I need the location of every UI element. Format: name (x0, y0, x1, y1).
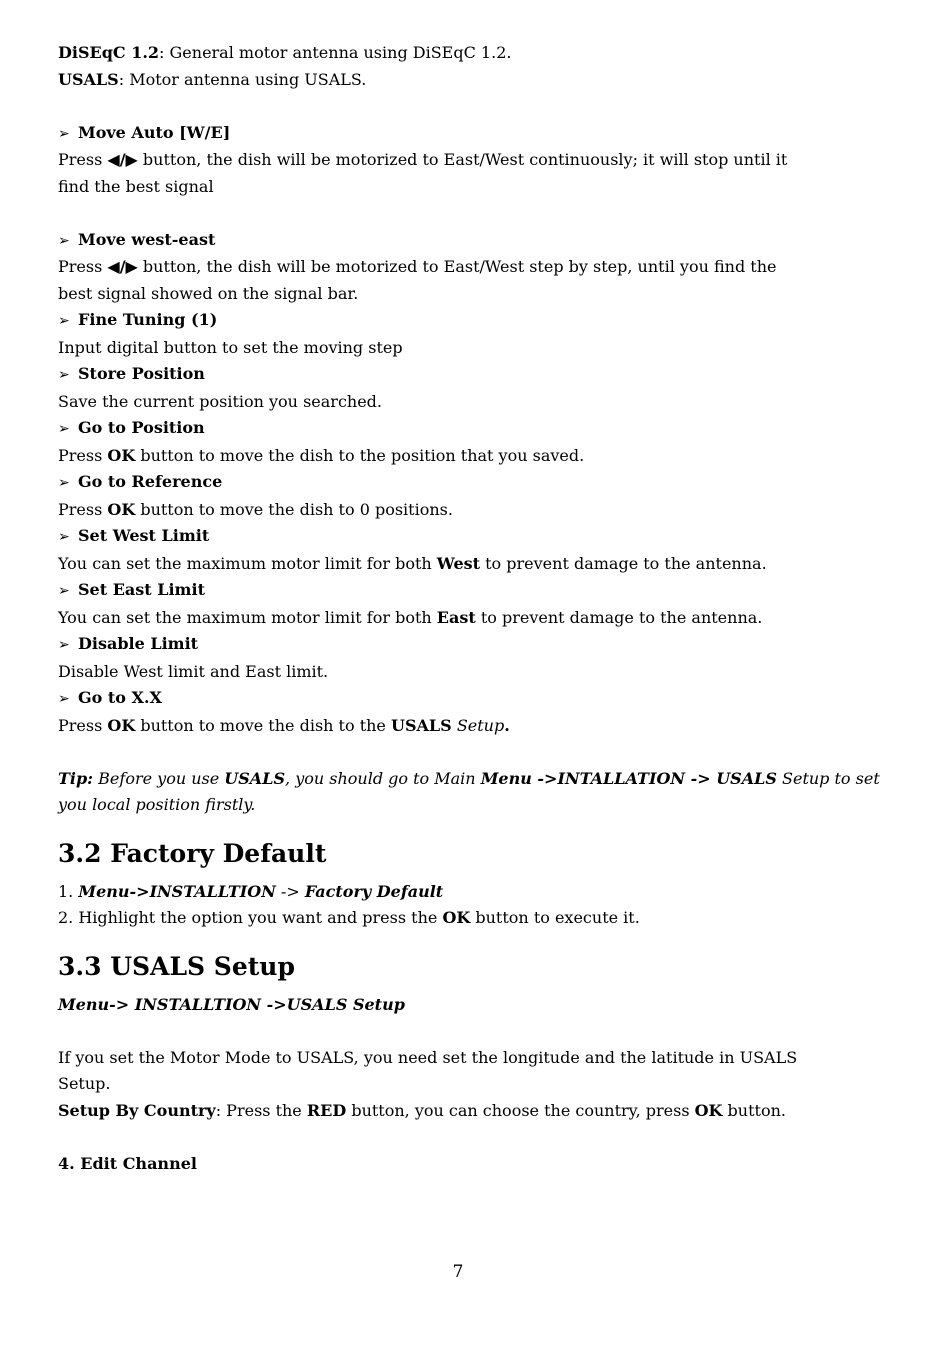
text-pre: You can set the maximum motor limit for both (58, 607, 437, 627)
step-number: 1. (58, 881, 79, 901)
text-post: button to move the dish to the position that you saved. (135, 445, 585, 465)
disable-limit-title: Disable Limit (78, 634, 199, 653)
diseqc-label: DiSEqC 1.2 (58, 43, 160, 62)
ok-key: OK (442, 908, 471, 927)
text-post: to prevent damage to the antenna. (480, 553, 767, 573)
tip-text-1: Before you use (93, 768, 225, 788)
menu-path-arrow: -> (275, 881, 305, 901)
diseqc-line (58, 40, 858, 67)
text-post: to prevent damage to the antenna. (475, 607, 763, 627)
usals-menu-path: Menu-> INSTALLTION ->USALS Setup (58, 994, 405, 1014)
usals-setup-heading: 3.3 USALS Setup (58, 951, 295, 981)
store-position-title: Store Position (78, 364, 205, 383)
factory-default-heading: 3.2 Factory Default (58, 838, 327, 868)
arrow-bullet-icon: ➢ (58, 583, 70, 599)
usals-key: USALS (390, 715, 452, 735)
page-number: 7 (452, 1262, 464, 1282)
usals-paragraph-line-1: If you set the Motor Mode to USALS, you need set the longitude and the latitude in USALS (58, 1047, 798, 1067)
ok-key: OK (107, 499, 136, 519)
tip-bold-1: USALS (224, 768, 286, 788)
go-to-position-title: Go to Position (78, 418, 205, 437)
menu-path-c: Factory Default (304, 881, 444, 901)
move-west-east-title: Move west-east (78, 229, 216, 249)
text-pre: Press (58, 499, 108, 519)
setup-by-country-label: Setup By Country (58, 1100, 216, 1120)
text-pre: Press (58, 445, 108, 465)
fine-tuning-text: Input digital button to set the moving step (58, 337, 403, 357)
move-west-east-press: Press (58, 257, 108, 276)
ok-key: OK (107, 715, 136, 735)
tip-bold-2: Menu ->INTALLATION -> USALS (480, 768, 777, 788)
edit-channel-title: 4. Edit Channel (58, 1153, 197, 1173)
text-mid: button to move the dish to the (135, 715, 391, 735)
arrow-bullet-icon: ➢ (58, 637, 70, 653)
arrow-bullet-icon: ➢ (58, 125, 70, 142)
red-key: RED (306, 1100, 347, 1120)
fine-tuning-title: Fine Tuning (1) (78, 310, 218, 329)
tip-line-2: you local position firstly. (58, 795, 256, 814)
left-right-arrows-icon: ◀/▶ (107, 257, 138, 276)
go-to-reference-heading (58, 469, 858, 497)
text-end: . (504, 715, 510, 735)
usals-label: USALS (58, 69, 119, 89)
tip-text-2: , you should go to Main (285, 768, 481, 788)
setup-italic: Setup (456, 715, 505, 735)
arrow-bullet-icon: ➢ (58, 313, 70, 329)
go-to-xx-title: Go to X.X (78, 688, 162, 707)
move-auto-press: Press (58, 150, 108, 169)
tip-label: Tip: (58, 768, 94, 788)
move-auto-title: Move Auto [W/E] (78, 122, 231, 142)
go-to-xx-text (58, 713, 858, 740)
tip-line-1 (58, 766, 880, 793)
factory-default-step-1 (58, 879, 858, 906)
ok-key: OK (694, 1100, 723, 1120)
move-west-east-text-2: best signal showed on the signal bar. (58, 283, 359, 303)
disable-limit-heading (58, 631, 858, 659)
arrow-bullet-icon: ➢ (58, 421, 70, 437)
move-west-east-rest: button, the dish will be motorized to East/West step by step, until you find the (137, 257, 777, 276)
set-east-limit-title: Set East Limit (78, 580, 205, 599)
factory-default-step-2 (58, 905, 858, 932)
text-post: button to execute it. (470, 908, 640, 927)
ok-key: OK (107, 445, 136, 465)
text-pre: You can set the maximum motor limit for both (58, 553, 437, 573)
usals-paragraph-line-2: Setup. (58, 1074, 111, 1093)
arrow-bullet-icon: ➢ (58, 691, 70, 707)
set-east-limit-text (58, 605, 858, 632)
tip-text-3: Setup to set (776, 768, 880, 788)
disable-limit-text: Disable West limit and East limit. (58, 661, 329, 681)
fine-tuning-heading (58, 307, 858, 335)
store-position-text: Save the current position you searched. (58, 391, 382, 411)
move-auto-text-2: find the best signal (58, 176, 214, 196)
edit-channel-heading (58, 1151, 858, 1178)
text-2: button, you can choose the country, press (346, 1100, 695, 1120)
west-key: West (436, 553, 481, 573)
text-pre: Press (58, 715, 108, 735)
usals-setup-path (58, 992, 858, 1019)
left-right-arrows-icon: ◀/▶ (107, 150, 138, 169)
menu-path-a: Menu->INSTALLTION (78, 881, 276, 901)
text-3: button. (722, 1100, 786, 1120)
set-west-limit-heading (58, 523, 858, 551)
arrow-bullet-icon: ➢ (58, 475, 70, 491)
move-auto-heading (58, 120, 858, 148)
arrow-bullet-icon: ➢ (58, 367, 70, 383)
store-position-heading (58, 361, 858, 389)
go-to-reference-text (58, 497, 858, 524)
move-west-east-heading (58, 227, 858, 255)
text-post: button to move the dish to 0 positions. (135, 499, 453, 519)
usals-text: : Motor antenna using USALS. (118, 69, 367, 89)
text-1: : Press the (215, 1100, 307, 1120)
set-west-limit-title: Set West Limit (78, 526, 210, 545)
usals-line (58, 67, 858, 94)
go-to-position-text (58, 443, 858, 470)
move-west-east-text-1 (58, 254, 858, 281)
arrow-bullet-icon: ➢ (58, 529, 70, 545)
arrow-bullet-icon: ➢ (58, 232, 70, 249)
go-to-position-heading (58, 415, 858, 443)
go-to-reference-title: Go to Reference (78, 472, 223, 491)
move-auto-rest: button, the dish will be motorized to East/West continuously; it will stop until it (137, 150, 788, 169)
set-east-limit-heading (58, 577, 858, 605)
text-pre: 2. Highlight the option you want and press the (58, 908, 443, 927)
go-to-xx-heading (58, 685, 858, 713)
set-west-limit-text (58, 551, 858, 578)
east-key: East (436, 607, 476, 627)
diseqc-text: : General motor antenna using DiSEqC 1.2. (159, 43, 512, 62)
move-auto-text-1 (58, 147, 858, 174)
document-page (58, 40, 880, 1177)
setup-by-country-line (58, 1098, 858, 1125)
